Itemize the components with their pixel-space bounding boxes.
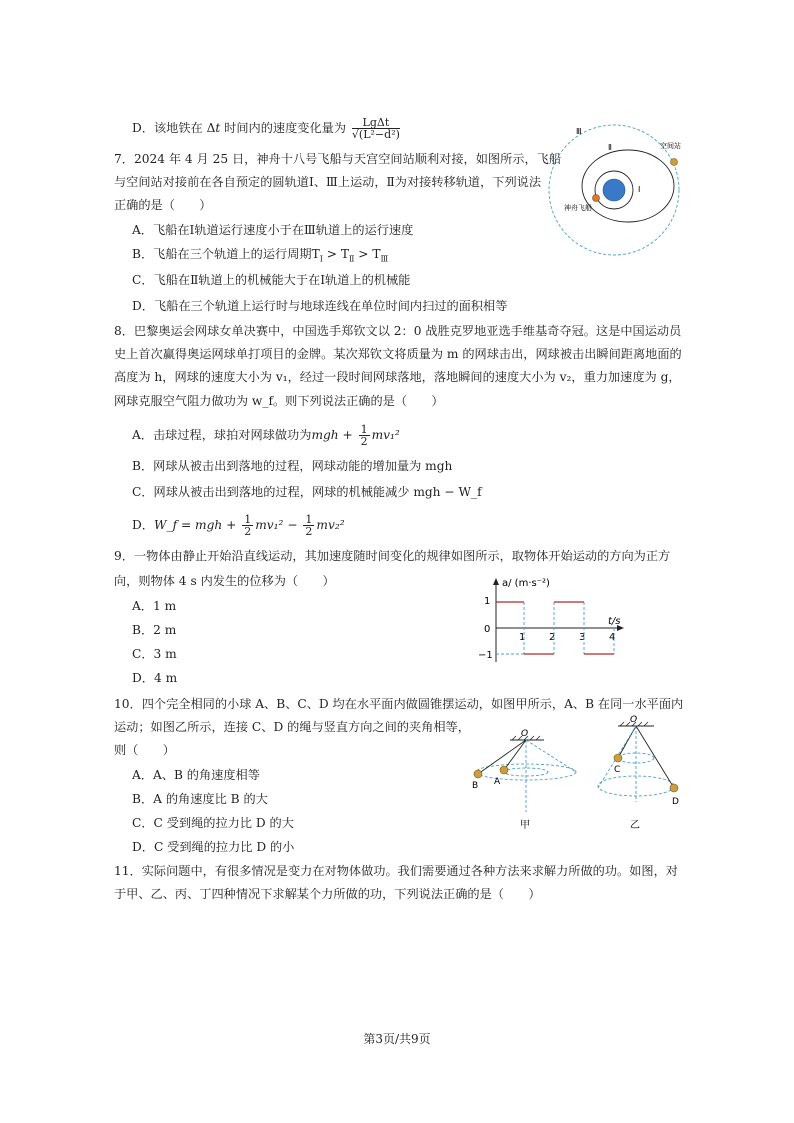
q10-line3: 则（ ） (114, 743, 175, 757)
caption-jia: 甲 (520, 820, 530, 830)
q7-line3: 正确的是（ ） (114, 198, 212, 212)
q7-option-a: A．飞船在Ⅰ轨道运行速度小于在Ⅲ轨道上的运行速度 (132, 223, 414, 237)
ball-b (474, 770, 482, 778)
q7-option-b: B．飞船在三个轨道上的运行周期$T_Ⅰ > T_Ⅱ > T_Ⅲ$ (132, 247, 389, 264)
y-axis-label: a/ (m·s⁻²) (502, 578, 550, 589)
conical-pendulum-figure (464, 712, 694, 830)
q6-fraction: $\frac{\text{LgΔt}}{\text{√(L²−d²)}}$ (351, 116, 400, 141)
q10-option-b: B．A 的角速度比 B 的大 (132, 792, 268, 806)
q9-line2: 向，则物体 4 s 内发生的位移为（ ） (114, 574, 335, 588)
orbit-3-label: Ⅲ (576, 127, 582, 136)
q8-option-b: B．网球从被击出到落地的过程，网球动能的增加量为 mgh (132, 459, 453, 473)
q8-option-a: A．击球过程，球拍对网球做功为mgh + $\frac{1}{2}$ mv₁² (132, 423, 400, 448)
q9-option-b: B．2 m (132, 623, 177, 637)
figure-yi (598, 715, 679, 830)
q9-option-d: D．4 m (132, 671, 178, 685)
y-tick-neg: −1 (478, 650, 493, 661)
acceleration-graph (470, 572, 650, 672)
x-tick-2: 2 (549, 632, 556, 643)
q9-option-a: A．1 m (132, 599, 177, 613)
q10-line1: 10．四个完全相同的小球 A、B、C、D 均在水平面内做圆锥摆运动，如图甲所示，A、B 在同一水平面内 (114, 697, 684, 711)
q8-option-c: C．网球从被击出到落地的过程，网球的机械能减少 mgh − W_f (132, 485, 482, 499)
q10-line2: 运动；如图乙所示，连接 C、D 的绳与竖直方向之间的夹角相等， (114, 720, 470, 734)
x-axis-label: t/s (608, 616, 621, 627)
ball-c-label: C (614, 765, 621, 775)
y-tick-pos: 1 (484, 596, 491, 607)
ball-a-label: A (494, 777, 501, 787)
space-station-icon (671, 159, 678, 166)
q10-option-c: C．C 受到绳的拉力比 D 的大 (132, 816, 294, 830)
station-label: 空间站 (660, 142, 681, 150)
q7-line1: 7．2024 年 4 月 25 日，神舟十八号飞船与天宫空间站顺利对接，如图所示，飞船 (114, 152, 562, 166)
q7-line2: 与空间站对接前在各自预定的圆轨道Ⅰ、Ⅲ上运动，Ⅱ为对接转移轨道，下列说法 (114, 175, 542, 189)
figure-jia (472, 729, 576, 830)
orbit-figure (548, 118, 688, 258)
orbit-1-label: Ⅰ (638, 185, 641, 194)
x-tick-1: 1 (519, 632, 526, 643)
ball-b-label: B (472, 781, 479, 791)
q8-line4: 网球克服空气阻力做功为 w_f。则下列说法正确的是（ ） (114, 394, 444, 408)
q8-option-d: D．W_f = mgh + $\frac{1}{2}$ mv₁² − $\frac{1}{2}$ mv₂² (132, 513, 345, 538)
ball-d-label: D (672, 797, 679, 807)
ship-label: 神舟飞船 (564, 204, 592, 212)
q9-line1: 9．一物体由静止开始沿直线运动，其加速度随时间变化的规律如图所示，取物体开始运动的方向为正方 (114, 549, 671, 563)
q8-line3: 高度为 h，网球的速度大小为 v₁，经过一段时间网球落地，落地瞬间的速度大小为 v₂，重力加速度为 g， (114, 370, 681, 384)
q7-option-c: C．飞船在Ⅱ轨道上的机械能大于在Ⅰ轨道上的机械能 (132, 273, 411, 287)
x-tick-4: 4 (609, 632, 616, 643)
pivot-o-1: O (521, 729, 529, 739)
q9-option-c: C．3 m (132, 647, 177, 661)
q10-option-d: D．C 受到绳的拉力比 D 的小 (132, 840, 295, 854)
spaceship-icon (593, 195, 600, 202)
orbit-2-label: Ⅱ (608, 143, 612, 152)
q11-line1: 11．实际问题中，有很多情况是变力在对物体做功。我们需要通过各种方法来求解力所做的功。如图，对 (114, 864, 678, 878)
q6-option-d: D．该地铁在 Δt 时间内的速度变化量为 $\frac{\text{LgΔt}}{\text{√(L²−d²)}}$ (132, 116, 400, 141)
y-tick-zero: 0 (484, 624, 491, 635)
q8-line1: 8．巴黎奥运会网球女单决赛中，中国选手郑钦文以 2：0 战胜克罗地亚选手维基奇夺冠。这是中国运动员 (114, 324, 682, 338)
ball-c (614, 754, 622, 762)
q10-option-a: A．A、B 的角速度相等 (132, 768, 260, 782)
pivot-o-2: O (630, 715, 638, 725)
q11-line2: 于甲、乙、丙、丁四种情况下求解某个力所做的功，下列说法正确的是（ ） (114, 887, 541, 901)
q8-line2: 史上首次赢得奥运网球单打项目的金牌。某次郑钦文将质量为 m 的网球击出，网球被击出瞬间距离地面的 (114, 347, 682, 361)
ball-d (670, 784, 678, 792)
page-footer: 第3页/共9页 (363, 1032, 431, 1046)
ball-a (500, 766, 508, 774)
q7-option-d: D．飞船在三个轨道上运行时与地球连线在单位时间内扫过的面积相等 (132, 299, 508, 313)
caption-yi: 乙 (630, 820, 640, 830)
x-tick-3: 3 (579, 632, 586, 643)
